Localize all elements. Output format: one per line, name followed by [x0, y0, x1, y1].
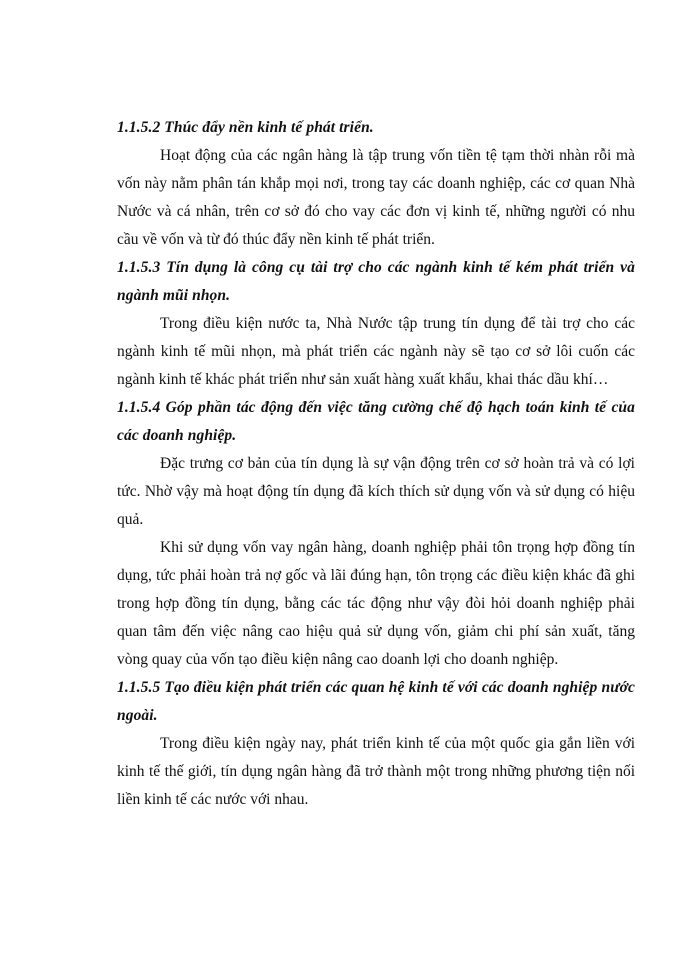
- paragraph: Hoạt động của các ngân hàng là tập trung vốn tiền tệ tạm thời nhàn rỗi mà vốn này nằm phân tán khắp mọi nơi, trong tay các doanh nghiệp, các cơ quan Nhà Nước và cá nhân, trên cơ sở đó cho vay các đơn vị kinh tế, những người có nhu cầu về vốn và từ đó thúc đẩy nền kinh tế phát triển.: [117, 147, 635, 248]
- paragraph: Đặc trưng cơ bản của tín dụng là sự vận động trên cơ sở hoàn trả và có lợi tức. Nhờ vậy mà hoạt động tín dụng đã kích thích sử dụng vốn và sử dụng có hiệu quả.: [117, 455, 635, 528]
- section-heading-1-1-5-3: 1.1.5.3 Tín dụng là công cụ tài trợ cho các ngành kinh tế kém phát triển và ngành mũi nhọn.: [117, 259, 635, 304]
- document-body: [117, 114, 635, 814]
- paragraph: Khi sử dụng vốn vay ngân hàng, doanh nghiệp phải tôn trọng hợp đồng tín dụng, tức phải hoàn trả nợ gốc và lãi đúng hạn, tôn trọng các điều kiện khác đã ghi trong hợp đồng tín dụng, bằng các tác động như vậy đòi hỏi doanh nghiệp phải quan tâm đến việc nâng cao hiệu quả sử dụng vốn, giảm chi phí sản xuất, tăng vòng quay của vốn tạo điều kiện nâng cao doanh lợi cho doanh nghiệp.: [117, 539, 635, 668]
- section-heading-1-1-5-2: 1.1.5.2 Thúc đẩy nền kinh tế phát triển.: [117, 119, 374, 136]
- paragraph: Trong điều kiện nước ta, Nhà Nước tập trung tín dụng để tài trợ cho các ngành kinh tế mũi nhọn, mà phát triển các ngành này sẽ tạo cơ sở lôi cuốn các ngành kinh tế khác phát triển như sản xuất hàng xuất khẩu, khai thác dầu khí…: [117, 315, 635, 388]
- section-heading-1-1-5-5: 1.1.5.5 Tạo điều kiện phát triển các quan hệ kinh tế với các doanh nghiệp nước ngoài.: [117, 679, 635, 724]
- paragraph: Trong điều kiện ngày nay, phát triển kinh tế của một quốc gia gắn liền với kinh tế thế giới, tín dụng ngân hàng đã trở thành một trong những phương tiện nối liền kinh tế các nước với nhau.: [117, 735, 635, 808]
- section-heading-1-1-5-4: 1.1.5.4 Góp phần tác động đến việc tăng cường chế độ hạch toán kinh tế của các doanh nghiệp.: [117, 399, 635, 444]
